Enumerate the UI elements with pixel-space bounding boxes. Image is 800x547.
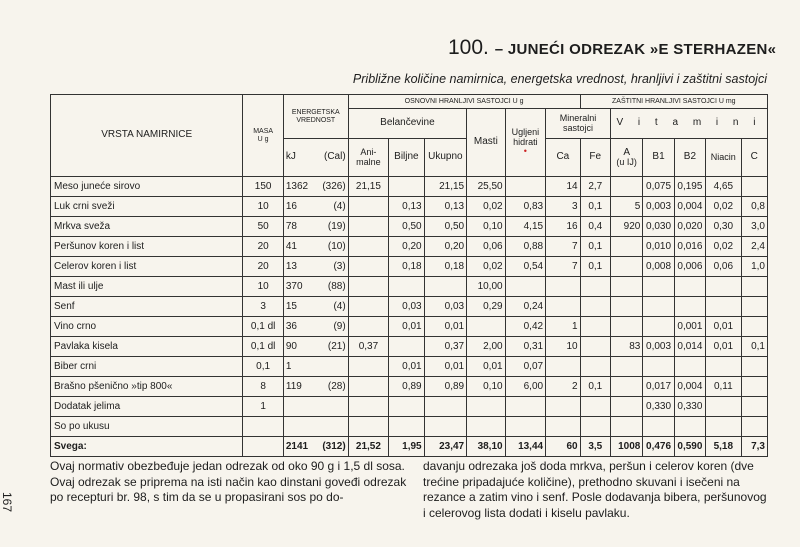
cell-b2: 0,330: [674, 397, 705, 417]
col-item: VRSTA NAMIRNICE: [51, 95, 243, 177]
cell-fat: 0,10: [467, 217, 505, 237]
table-row: [51, 417, 768, 437]
cell-total: 0,01: [424, 317, 467, 337]
col-basic: OSNOVNI HRANLJIVI SASTOJCI U g: [348, 95, 580, 109]
cell-niacin: 0,01: [706, 317, 741, 337]
table-row: [51, 217, 768, 237]
cell-carbs: 6,00: [505, 377, 546, 397]
cell-fe: 3,5: [580, 437, 610, 457]
cell-plant: 0,20: [389, 237, 424, 257]
cell-cal: (4): [333, 301, 346, 312]
cell-ca: 3: [546, 197, 580, 217]
note-left-text: Ovaj normativ obezbeđuje jedan odrezak od oko 90 g i 1,5 dl sosa. Ovaj odrezak se priprema na isti način kao dinstani goveđi odrezak po recepturi br. 98, s tim da se u propasirani sos po do-: [50, 459, 407, 504]
col-carbs-label: Ugljeni hidrati: [511, 127, 540, 147]
cell-a: 83: [610, 337, 642, 357]
cell-kj: 119: [285, 381, 302, 392]
cell-a: [610, 397, 642, 417]
cell-name: Vino crno: [51, 317, 243, 337]
cell-fe: [580, 417, 610, 437]
cell-fat: 38,10: [467, 437, 505, 457]
col-ca: Ca: [546, 139, 580, 177]
cell-fe: 0,1: [580, 377, 610, 397]
cell-niacin: 0,02: [706, 197, 741, 217]
cell-fat: 0,06: [467, 237, 505, 257]
cell-carbs: 0,31: [505, 337, 546, 357]
cell-b2: 0,195: [674, 177, 705, 197]
cell-total: 0,20: [424, 237, 467, 257]
col-a-label: A: [623, 146, 630, 158]
cell-fe: 0,1: [580, 257, 610, 277]
cell-energy: [283, 297, 348, 317]
cell-animal: 21,15: [348, 177, 389, 197]
cell-name: Senf: [51, 297, 243, 317]
cell-total: 23,47: [424, 437, 467, 457]
table-body: [51, 177, 768, 457]
cell-total: [424, 277, 467, 297]
cell-total: 0,37: [424, 337, 467, 357]
col-c: C: [741, 139, 767, 177]
cell-total: 0,18: [424, 257, 467, 277]
cell-b2: 0,004: [674, 197, 705, 217]
cell-b1: 0,003: [643, 197, 674, 217]
cell-name: Svega:: [51, 437, 243, 457]
cell-animal: [348, 197, 389, 217]
cell-animal: [348, 217, 389, 237]
cell-energy: [283, 197, 348, 217]
cell-mass: 0,1 dl: [243, 337, 284, 357]
cell-b2: 0,014: [674, 337, 705, 357]
cell-kj: 41: [285, 241, 297, 252]
cell-plant: [389, 177, 424, 197]
cell-total: 0,50: [424, 217, 467, 237]
cell-b1: [643, 417, 674, 437]
cell-animal: [348, 237, 389, 257]
cell-b1: 0,075: [643, 177, 674, 197]
cell-kj: 2141: [285, 441, 309, 452]
cell-fe: 0,1: [580, 197, 610, 217]
cell-total: 0,89: [424, 377, 467, 397]
cell-fe: [580, 337, 610, 357]
cell-niacin: 5,18: [706, 437, 741, 457]
col-a: [610, 139, 642, 177]
cell-ca: 14: [546, 177, 580, 197]
cell-name: Celerov koren i list: [51, 257, 243, 277]
cell-plant: 1,95: [389, 437, 424, 457]
note-left: [50, 459, 410, 506]
cell-carbs: 0,88: [505, 237, 546, 257]
cell-energy: [283, 237, 348, 257]
cell-ca: [546, 277, 580, 297]
cell-niacin: [706, 417, 741, 437]
cell-b2: 0,020: [674, 217, 705, 237]
cell-niacin: [706, 397, 741, 417]
table-row: [51, 197, 768, 217]
cell-cal: (9): [333, 321, 346, 332]
carbs-mark: •: [523, 146, 527, 157]
cell-carbs: 0,83: [505, 197, 546, 217]
cell-a: [610, 257, 642, 277]
cell-animal: 0,37: [348, 337, 389, 357]
cell-plant: [389, 337, 424, 357]
cell-plant: 0,03: [389, 297, 424, 317]
cell-a: [610, 297, 642, 317]
cell-animal: [348, 317, 389, 337]
table-row: [51, 397, 768, 417]
page-number: 167: [0, 492, 14, 513]
cell-animal: [348, 297, 389, 317]
cell-plant: 0,01: [389, 357, 424, 377]
cell-b2: [674, 277, 705, 297]
subtitle: Približne količine namirnica, energetska vrednost, hranljivi i zaštitni sastojci: [352, 72, 767, 86]
cell-fat: 25,50: [467, 177, 505, 197]
cell-fe: 2,7: [580, 177, 610, 197]
cell-c: 3,0: [741, 217, 767, 237]
cell-plant: [389, 397, 424, 417]
nutrition-table-wrapper: [50, 94, 768, 457]
cell-mass: 10: [243, 197, 284, 217]
table-row: [51, 177, 768, 197]
cell-a: 5: [610, 197, 642, 217]
cell-niacin: 0,30: [706, 217, 741, 237]
cell-mass: 0,1: [243, 357, 284, 377]
cell-name: Mrkva sveža: [51, 217, 243, 237]
cell-fat: 0,10: [467, 377, 505, 397]
cell-fat: 2,00: [467, 337, 505, 357]
col-energy-units: [283, 139, 348, 177]
cell-cal: (326): [322, 181, 346, 192]
cell-c: [741, 317, 767, 337]
cell-plant: [389, 417, 424, 437]
table-row: [51, 317, 768, 337]
cell-kj: 78: [285, 221, 297, 232]
table-row: [51, 257, 768, 277]
cell-cal: (4): [333, 201, 346, 212]
cell-mass: 10: [243, 277, 284, 297]
nutrition-table: [50, 94, 768, 457]
cell-total: 0,01: [424, 357, 467, 377]
col-animal: Ani-malne: [348, 139, 389, 177]
cell-fat: [467, 317, 505, 337]
table-row: [51, 297, 768, 317]
cell-c: [741, 377, 767, 397]
cell-b2: [674, 297, 705, 317]
cell-mass: [243, 437, 284, 457]
cell-niacin: 0,06: [706, 257, 741, 277]
cell-fe: 0,1: [580, 237, 610, 257]
recipe-number: 100.: [448, 36, 489, 59]
cell-kj: 16: [285, 201, 297, 212]
cell-carbs: 0,54: [505, 257, 546, 277]
cell-name: Biber crni: [51, 357, 243, 377]
cell-kj: 90: [285, 341, 297, 352]
cell-niacin: [706, 277, 741, 297]
cell-b2: [674, 417, 705, 437]
cell-ca: [546, 357, 580, 377]
col-plant: Biljne: [389, 139, 424, 177]
col-fe: Fe: [580, 139, 610, 177]
cell-cal: (19): [327, 221, 346, 232]
cell-ca: 16: [546, 217, 580, 237]
cell-niacin: 0,11: [706, 377, 741, 397]
cell-total: 0,03: [424, 297, 467, 317]
cell-animal: 21,52: [348, 437, 389, 457]
cell-carbs: [505, 397, 546, 417]
cell-ca: 1: [546, 317, 580, 337]
cell-c: [741, 297, 767, 317]
cell-a: [610, 277, 642, 297]
cell-carbs: [505, 417, 546, 437]
cell-ca: 2: [546, 377, 580, 397]
col-b1: B1: [643, 139, 674, 177]
cell-energy: [283, 397, 348, 417]
cell-kj: 15: [285, 301, 297, 312]
col-b2: B2: [674, 139, 705, 177]
cell-plant: 0,50: [389, 217, 424, 237]
cell-kj: 1: [285, 361, 292, 372]
cell-fe: 0,4: [580, 217, 610, 237]
cell-b1: 0,017: [643, 377, 674, 397]
cell-c: 7,3: [741, 437, 767, 457]
cell-carbs: 0,42: [505, 317, 546, 337]
cell-name: Meso juneće sirovo: [51, 177, 243, 197]
cell-niacin: 0,02: [706, 237, 741, 257]
cell-carbs: 4,15: [505, 217, 546, 237]
cell-mass: 150: [243, 177, 284, 197]
cell-carbs: 0,07: [505, 357, 546, 377]
cell-a: [610, 357, 642, 377]
cell-mass: 8: [243, 377, 284, 397]
cell-c: 0,8: [741, 197, 767, 217]
cell-carbs: 0,24: [505, 297, 546, 317]
cell-b1: [643, 297, 674, 317]
cell-animal: [348, 257, 389, 277]
cell-b2: [674, 357, 705, 377]
cell-fe: [580, 297, 610, 317]
cell-mass: 20: [243, 237, 284, 257]
cell-ca: 10: [546, 337, 580, 357]
cell-mass: [243, 417, 284, 437]
cell-fe: [580, 397, 610, 417]
note-right: [423, 459, 769, 521]
cell-ca: 7: [546, 237, 580, 257]
cell-c: [741, 177, 767, 197]
col-niacin: Niacin: [706, 139, 741, 177]
totals-row: [51, 437, 768, 457]
cell-fat: 0,01: [467, 357, 505, 377]
cell-cal: (312): [322, 441, 346, 452]
cell-plant: 0,18: [389, 257, 424, 277]
cell-energy: [283, 257, 348, 277]
cell-fat: [467, 397, 505, 417]
cell-name: Brašno pšenično »tip 800«: [51, 377, 243, 397]
cell-c: [741, 277, 767, 297]
cell-plant: [389, 277, 424, 297]
table-row: [51, 237, 768, 257]
cell-total: 0,13: [424, 197, 467, 217]
cell-c: [741, 357, 767, 377]
cell-carbs: [505, 277, 546, 297]
col-vitamins: V i t a m i n i: [610, 109, 767, 139]
cell-name: So po ukusu: [51, 417, 243, 437]
cell-fat: [467, 417, 505, 437]
col-cal: (Cal): [324, 151, 346, 163]
cell-animal: [348, 397, 389, 417]
col-fat: Masti: [467, 109, 505, 177]
table-row: [51, 337, 768, 357]
cell-fat: 0,29: [467, 297, 505, 317]
col-mass-label: MASA: [253, 128, 274, 136]
col-mass-unit: U g: [257, 135, 269, 143]
cell-b1: [643, 277, 674, 297]
cell-energy: [283, 337, 348, 357]
cell-b1: 0,003: [643, 337, 674, 357]
cell-c: 1,0: [741, 257, 767, 277]
cell-plant: 0,01: [389, 317, 424, 337]
col-kj: kJ: [285, 151, 296, 163]
cell-mass: 50: [243, 217, 284, 237]
cell-b1: [643, 317, 674, 337]
cell-ca: 60: [546, 437, 580, 457]
cell-fat: 10,00: [467, 277, 505, 297]
cell-energy: [283, 437, 348, 457]
cell-a: [610, 377, 642, 397]
cell-name: Mast ili ulje: [51, 277, 243, 297]
cell-b1: 0,030: [643, 217, 674, 237]
cell-animal: [348, 357, 389, 377]
cell-cal: (10): [327, 241, 346, 252]
cell-b1: 0,010: [643, 237, 674, 257]
cell-cal: (3): [333, 261, 346, 272]
cell-b2: 0,001: [674, 317, 705, 337]
cell-energy: [283, 317, 348, 337]
cell-b2: 0,004: [674, 377, 705, 397]
recipe-title: [448, 36, 776, 60]
recipe-name: – JUNEĆI ODREZAK »E STERHAZEN«: [494, 41, 777, 58]
cell-kj: 36: [285, 321, 297, 332]
col-carbs: [505, 109, 546, 177]
cell-energy: [283, 217, 348, 237]
cell-mass: 3: [243, 297, 284, 317]
cell-ca: 7: [546, 257, 580, 277]
table-row: [51, 277, 768, 297]
cell-animal: [348, 377, 389, 397]
cell-name: Peršunov koren i list: [51, 237, 243, 257]
cell-carbs: [505, 177, 546, 197]
cell-ca: [546, 417, 580, 437]
cell-c: 0,1: [741, 337, 767, 357]
cell-fe: [580, 277, 610, 297]
cell-a: [610, 237, 642, 257]
cell-cal: (28): [327, 381, 346, 392]
cell-energy: [283, 357, 348, 377]
col-minerals: Mineralni sastojci: [546, 109, 611, 139]
cell-a: [610, 317, 642, 337]
cell-b2: 0,006: [674, 257, 705, 277]
cell-mass: 1: [243, 397, 284, 417]
cell-energy: [283, 377, 348, 397]
cell-c: [741, 417, 767, 437]
cell-b2: 0,016: [674, 237, 705, 257]
cell-total: 21,15: [424, 177, 467, 197]
cell-b1: 0,330: [643, 397, 674, 417]
cell-c: 2,4: [741, 237, 767, 257]
note-right-text: davanju odrezaka još doda mrkva, peršun i celerov koren (dve trećine pripadajuće količine), prethodno skuvani i isečeni na rezance a zatim vino i senf. Posle dodavanja bibera, peršunovog i celerovog lista dodati i kiselu pavlaku.: [423, 459, 767, 520]
col-mass: [243, 95, 284, 177]
cell-niacin: [706, 297, 741, 317]
cell-total: [424, 417, 467, 437]
cell-a: 920: [610, 217, 642, 237]
cell-b2: 0,590: [674, 437, 705, 457]
cell-fat: 0,02: [467, 197, 505, 217]
cell-mass: 0,1 dl: [243, 317, 284, 337]
cell-total: [424, 397, 467, 417]
cell-niacin: [706, 357, 741, 377]
cell-kj: 370: [285, 281, 303, 292]
cell-name: Pavlaka kisela: [51, 337, 243, 357]
cell-mass: 20: [243, 257, 284, 277]
cell-niacin: 4,65: [706, 177, 741, 197]
cell-a: [610, 177, 642, 197]
cell-name: Dodatak jelima: [51, 397, 243, 417]
cell-kj: 1362: [285, 181, 309, 192]
cell-energy: [283, 277, 348, 297]
cell-plant: 0,13: [389, 197, 424, 217]
cell-a: [610, 417, 642, 437]
cell-energy: [283, 417, 348, 437]
cell-ca: [546, 397, 580, 417]
cell-b1: 0,476: [643, 437, 674, 457]
table-row: [51, 377, 768, 397]
table-row: [51, 357, 768, 377]
cell-b1: [643, 357, 674, 377]
cell-ca: [546, 297, 580, 317]
cell-fe: [580, 317, 610, 337]
cell-fat: 0,02: [467, 257, 505, 277]
col-total: Ukupno: [424, 139, 467, 177]
cell-energy: [283, 177, 348, 197]
cell-animal: [348, 417, 389, 437]
cell-animal: [348, 277, 389, 297]
col-energy: ENERGETSKA VREDNOST: [283, 95, 348, 139]
cell-cal: (88): [327, 281, 346, 292]
cell-name: Luk crni sveži: [51, 197, 243, 217]
col-a-unit: (u IJ): [616, 157, 637, 168]
cell-b1: 0,008: [643, 257, 674, 277]
cell-c: [741, 397, 767, 417]
cell-cal: (21): [327, 341, 346, 352]
col-protein: Belančevine: [348, 109, 466, 139]
cell-niacin: 0,01: [706, 337, 741, 357]
col-protective: ZAŠTITNI HRANLJIVI SASTOJCI U mg: [580, 95, 767, 109]
cell-carbs: 13,44: [505, 437, 546, 457]
cell-kj: 13: [285, 261, 297, 272]
cell-plant: 0,89: [389, 377, 424, 397]
cell-a: 1008: [610, 437, 642, 457]
cell-fe: [580, 357, 610, 377]
